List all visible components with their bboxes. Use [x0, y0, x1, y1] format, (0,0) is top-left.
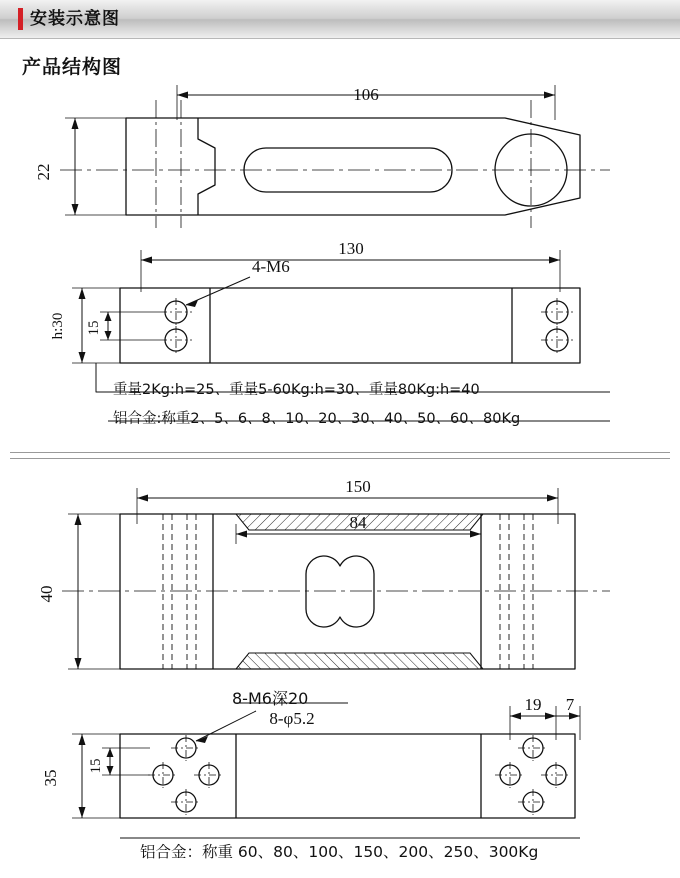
callout-8m6-leader — [196, 711, 256, 741]
dim-h30-text: h:30 — [50, 312, 66, 340]
callout-4m6-arrow — [186, 300, 198, 307]
dim-19-text: 19 — [524, 695, 542, 714]
dim-22-arrow-bottom — [72, 204, 79, 215]
dim-106-arrow-left — [177, 92, 188, 99]
note-leader-1 — [96, 363, 108, 392]
dim-7-text: 7 — [565, 695, 575, 714]
dim-35-arrow-bottom — [79, 807, 86, 818]
dim-84-arrow-right — [470, 531, 481, 538]
note-alloy-bottom: 铝合金：称重 60、80、100、150、200、250、300Kg — [140, 843, 539, 861]
side-view-outline — [120, 288, 580, 363]
dim-106-text: 106 — [353, 85, 379, 104]
dim-b15-arrow-top — [107, 748, 114, 757]
dim-35-arrow-top — [79, 734, 86, 745]
note-weight-h: 重量2Kg:h=25、重量5-60Kg:h=30、重量80Kg:h=40 — [113, 382, 480, 398]
callout-4m6-text: 4-M6 — [252, 257, 290, 276]
plan-dogbone-cavity — [306, 556, 374, 627]
section-divider-1 — [10, 452, 670, 453]
dim-40-arrow-bottom — [75, 658, 82, 669]
dim-150-arrow-left — [137, 495, 148, 502]
dim-b15-text: 15 — [88, 758, 104, 774]
dim-84-arrow-left — [236, 531, 247, 538]
bottom-plan-outline — [120, 514, 575, 669]
dim-35-text: 35 — [41, 769, 60, 787]
bside-left-hole-crosses — [148, 735, 224, 815]
callout-8m6-arrow — [196, 736, 208, 743]
dim-h30-arrow-top — [79, 288, 86, 299]
top-view-left-neck — [198, 118, 215, 215]
callout-8phi-text: 8-φ5.2 — [269, 709, 315, 728]
dim-40-text: 40 — [37, 585, 56, 603]
bottom-drawing-group — [0, 458, 680, 878]
bside-right-hole-crosses — [495, 735, 571, 815]
dim-h30-arrow-bottom — [79, 352, 86, 363]
callout-8m6-depth-text: 8-M6深20 — [232, 689, 309, 708]
plan-hatch-strip-bottom — [236, 653, 483, 669]
dim-84-text: 84 — [349, 513, 367, 532]
dim-19-arrow-right — [545, 713, 556, 720]
dim-106-arrow-right — [544, 92, 555, 99]
plan-hidden-lines-right — [500, 514, 533, 669]
dim-150-text: 150 — [345, 477, 371, 496]
dim-22-text: 22 — [34, 163, 53, 181]
side-view-hole-crosses — [160, 298, 573, 354]
dim-22-arrow-top — [72, 118, 79, 129]
plan-hidden-lines-left — [163, 514, 196, 669]
dim-150-arrow-right — [547, 495, 558, 502]
header-title: 安装示意图 — [30, 9, 120, 29]
dim-15-arrow-bottom — [105, 331, 112, 340]
note-alloy-top: 铝合金:称重2、5、6、8、10、20、30、40、50、60、80Kg — [113, 411, 521, 427]
dim-130-arrow-left — [141, 257, 152, 264]
dim-b15-arrow-bottom — [107, 766, 114, 775]
bottom-side-outline — [120, 734, 575, 818]
dim-15-arrow-top — [105, 312, 112, 321]
dim-40-arrow-top — [75, 514, 82, 525]
dim-130-arrow-right — [549, 257, 560, 264]
dim-19-arrow-left — [510, 713, 521, 720]
dim-130-text: 130 — [338, 239, 364, 258]
callout-4m6-leader — [186, 277, 250, 305]
page-title: 产品结构图 — [22, 56, 123, 78]
dim-15-text: 15 — [86, 320, 102, 336]
